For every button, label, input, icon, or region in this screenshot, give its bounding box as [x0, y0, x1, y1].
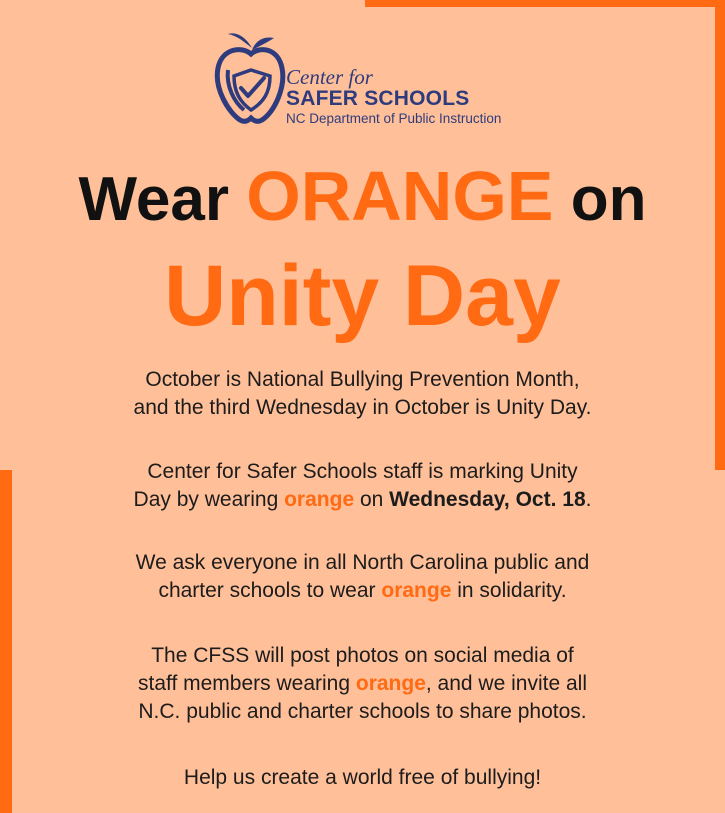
p3-orange-word: orange — [381, 579, 452, 602]
p4-line1: The CFSS will post photos on social media of — [151, 644, 574, 667]
logo-line-ncdpi: NC Department of Public Instruction — [286, 111, 502, 126]
p3-text-b: in solidarity. — [451, 579, 567, 602]
headline-wear: Wear — [78, 165, 230, 234]
p2-line2 — [0, 486, 725, 514]
p4-text-a: staff members wearing — [138, 672, 356, 695]
p1-line2: and the third Wednesday in October is Unity Day. — [133, 396, 592, 419]
logo-line-center-for: Center for — [286, 65, 373, 89]
p3-text-a: charter schools to wear — [158, 579, 382, 602]
orange-frame-top — [365, 0, 725, 7]
paragraph-ask-everyone — [0, 549, 725, 605]
apple-shield-check-icon — [214, 30, 288, 130]
paragraph-staff-marking — [0, 458, 725, 514]
p4-line3: N.C. public and charter schools to share photos. — [138, 700, 587, 723]
cfss-logo — [214, 30, 534, 130]
p4-text-b: , and we invite all — [425, 672, 587, 695]
p3-line2 — [0, 577, 725, 605]
p4-line2 — [0, 670, 725, 698]
paragraph-cfss-photos — [0, 642, 725, 726]
headline-on: on — [570, 165, 647, 234]
logo-line-safer-schools: SAFER SCHOOLS — [286, 87, 470, 110]
paragraph-bullying-month — [0, 366, 725, 422]
p3-line1: We ask everyone in all North Carolina public and — [135, 551, 590, 574]
p1-line1: October is National Bullying Prevention Month, — [145, 368, 580, 391]
p2-date: Wednesday, Oct. 18 — [389, 488, 586, 511]
p2-orange-word: orange — [284, 488, 355, 511]
p2-text-a: Day by wearing — [133, 488, 285, 511]
headline-orange: ORANGE — [246, 157, 554, 235]
p2-text-b: on — [354, 488, 390, 511]
p2-text-c: . — [585, 488, 592, 511]
paragraph-closing: Help us create a world free of bullying! — [183, 766, 542, 789]
headline-unity-day: Unity Day — [164, 248, 561, 344]
headline-wear-orange-on — [0, 156, 725, 240]
p2-line1: Center for Safer Schools staff is marking Unity — [147, 460, 578, 483]
p4-orange-word: orange — [355, 672, 426, 695]
